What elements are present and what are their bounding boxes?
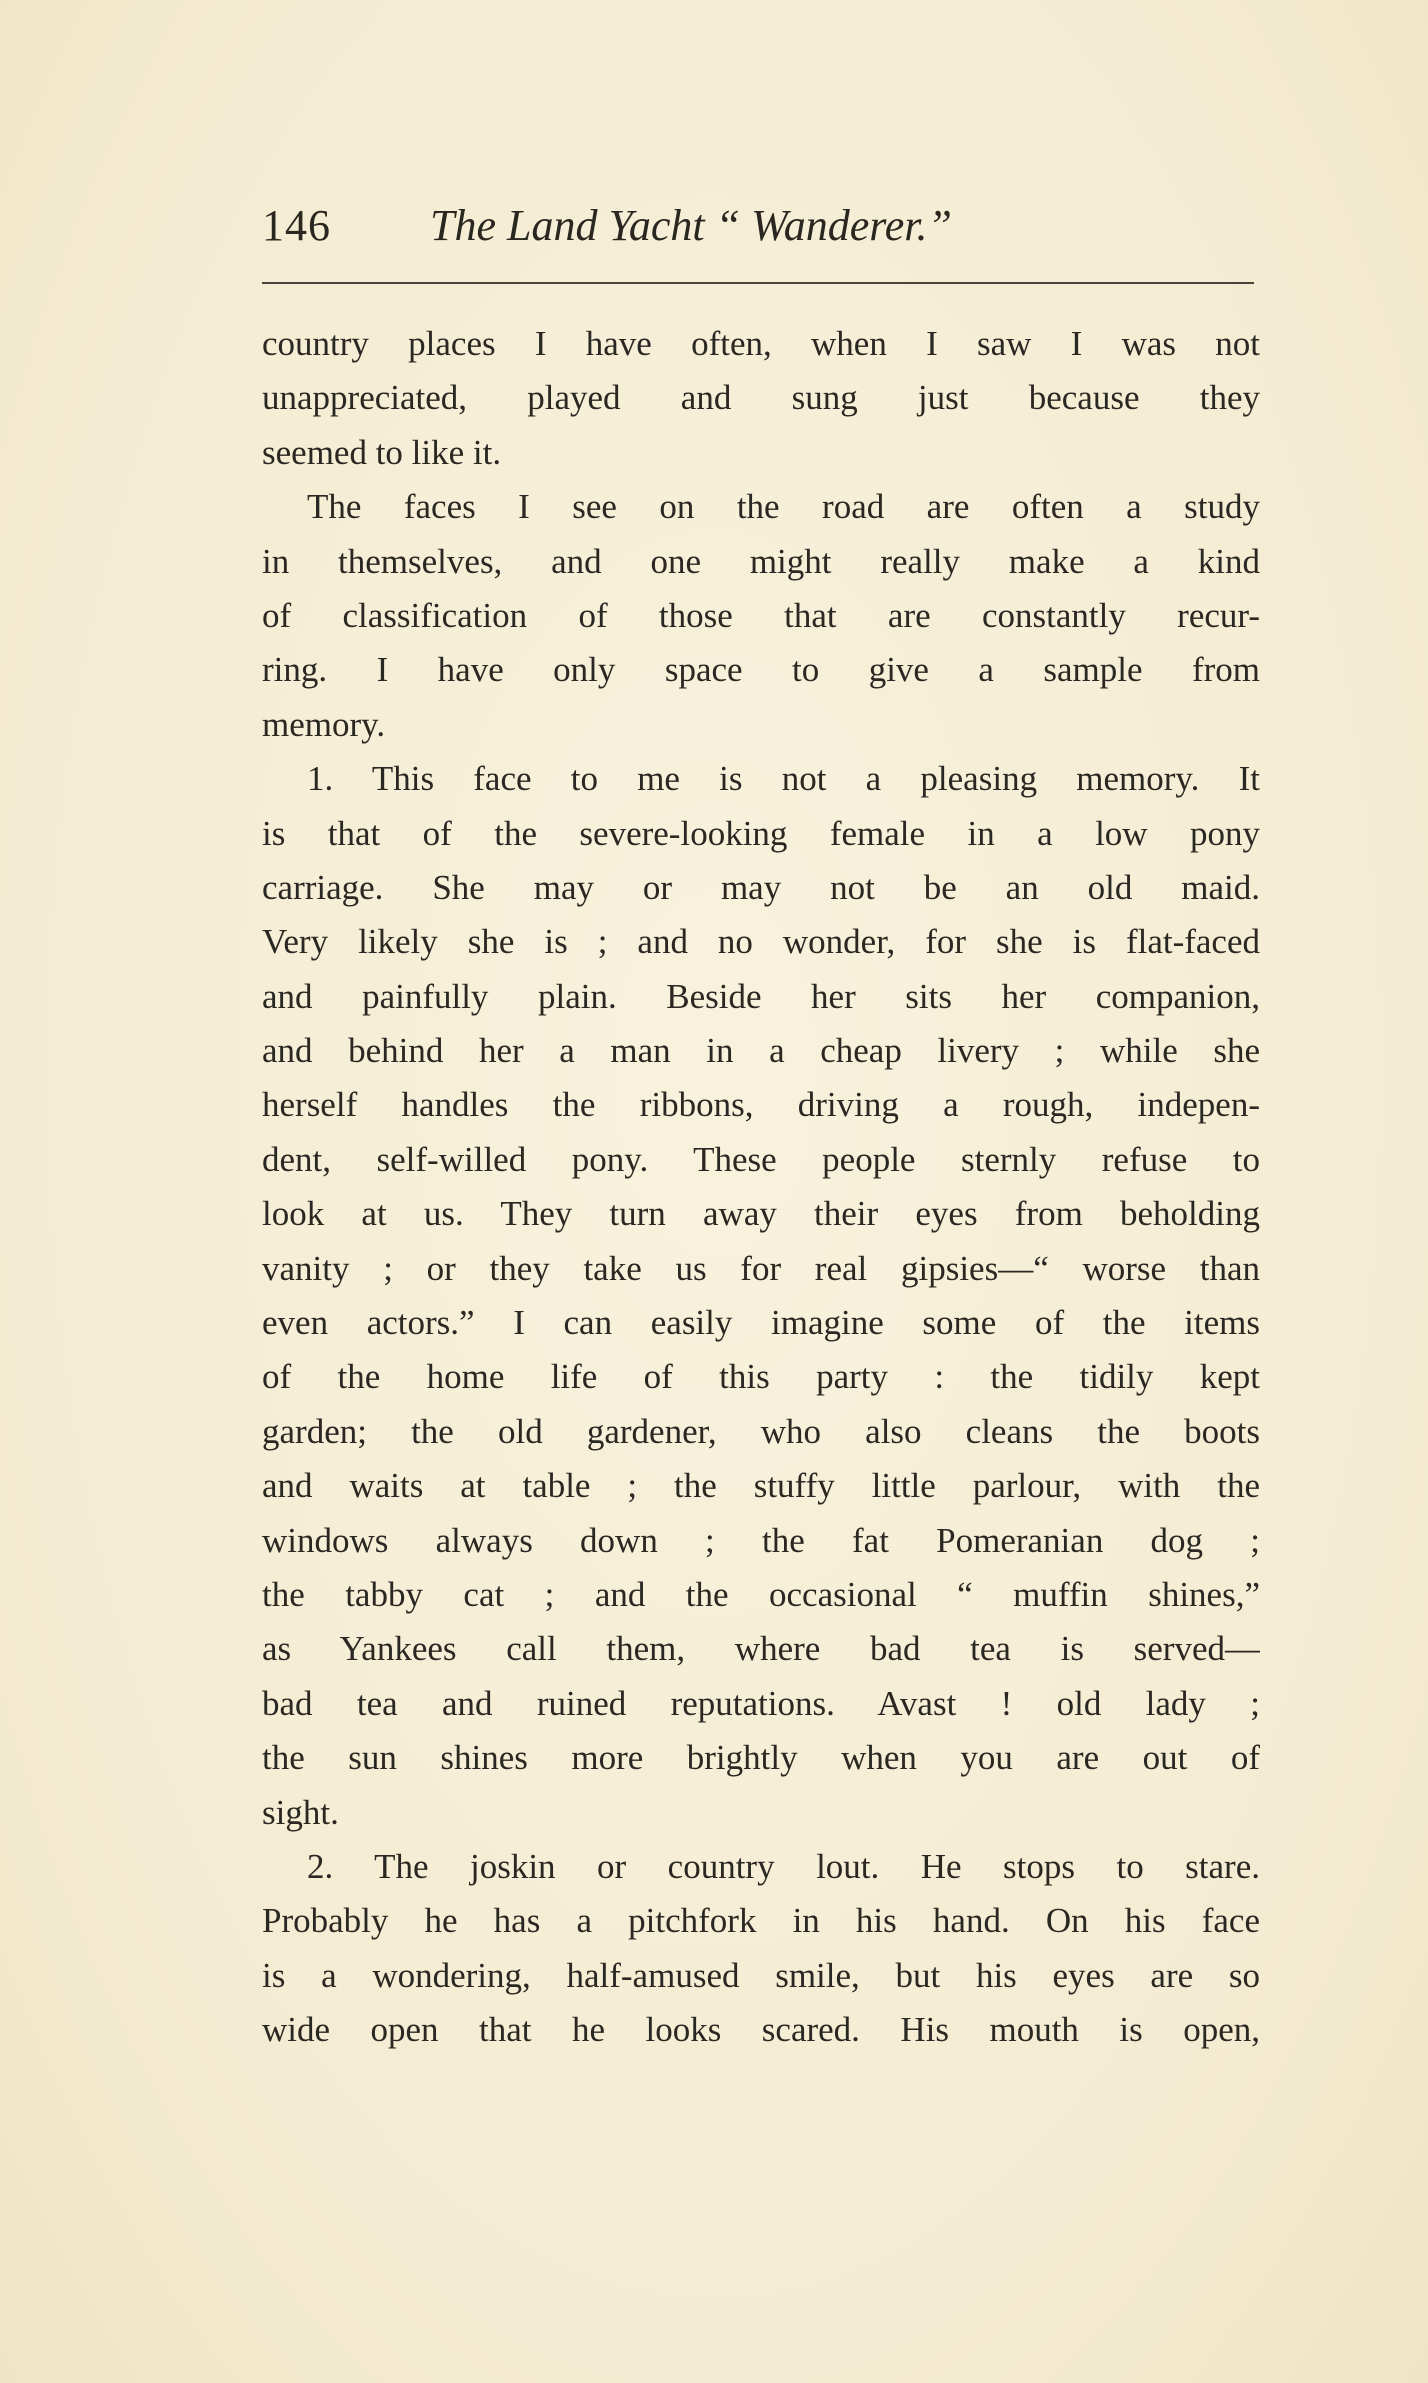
text-line: dent, self-willed pony. These people sternly refuse to — [262, 1139, 1260, 1179]
text-line: the tabby cat ; and the occasional “ muffin shines,” — [262, 1574, 1260, 1614]
text-line: unappreciated, played and sung just because they — [262, 378, 1260, 418]
text-line: Probably he has a pitchfork in his hand. On his face — [262, 1901, 1260, 1941]
text-line: the sun shines more brightly when you are out of — [262, 1738, 1260, 1778]
text-line: seemed to like it. — [262, 432, 502, 472]
text-line: country places I have often, when I saw I was not — [262, 324, 1260, 363]
text-line: in themselves, and one might really make a kind — [262, 541, 1260, 581]
header-rule — [262, 282, 1254, 284]
text-line: wide open that he looks scared. His mouth is open, — [262, 2010, 1260, 2050]
text-line: 1. This face to me is not a pleasing memory. It — [307, 759, 1260, 799]
text-line: ring. I have only space to give a sample from — [262, 650, 1260, 690]
page-header — [262, 200, 1252, 270]
body-text — [262, 317, 1260, 2058]
text-line: vanity ; or they take us for real gipsies—“ worse than — [262, 1248, 1260, 1288]
text-line: and behind her a man in a cheap livery ; while she — [262, 1031, 1260, 1071]
text-line: of classification of those that are constantly recur- — [262, 595, 1260, 635]
text-line: of the home life of this party : the tidily kept — [262, 1357, 1260, 1397]
text-line: sight. — [262, 1792, 339, 1832]
text-line: 2. The joskin or country lout. He stops to stare. — [307, 1846, 1260, 1886]
text-line: windows always down ; the fat Pomeranian dog ; — [262, 1520, 1260, 1560]
text-line: is a wondering, half-amused smile, but his eyes are so — [262, 1955, 1260, 1995]
text-line: look at us. They turn away their eyes from beholding — [262, 1194, 1260, 1234]
text-line: bad tea and ruined reputations. Avast ! old lady ; — [262, 1683, 1260, 1723]
text-line: garden; the old gardener, who also cleans the boots — [262, 1411, 1260, 1451]
text-line: is that of the severe-looking female in a low pony — [262, 813, 1260, 853]
text-line: even actors.” I can easily imagine some of the items — [262, 1303, 1260, 1343]
running-title: The Land Yacht “ Wanderer.” — [430, 201, 953, 250]
text-line: herself handles the ribbons, driving a rough, indepen- — [262, 1085, 1260, 1125]
page-number: 146 — [262, 201, 331, 250]
text-line: as Yankees call them, where bad tea is served— — [262, 1629, 1260, 1669]
text-line: memory. — [262, 704, 386, 744]
text-line: Very likely she is ; and no wonder, for she is flat-faced — [262, 922, 1260, 962]
text-line: and waits at table ; the stuffy little parlour, with the — [262, 1466, 1260, 1506]
text-line: The faces I see on the road are often a study — [307, 487, 1260, 527]
text-line: carriage. She may or may not be an old maid. — [262, 867, 1260, 907]
text-line: and painfully plain. Beside her sits her companion, — [262, 976, 1260, 1016]
